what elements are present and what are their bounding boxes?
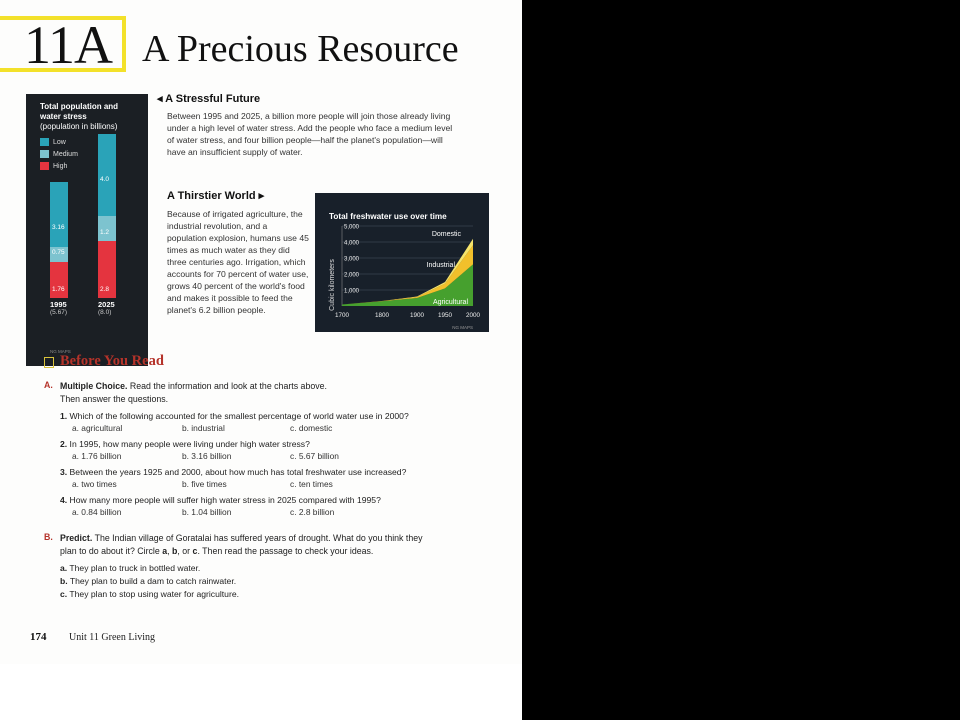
black-background-area [522, 0, 960, 720]
bar-chart-credit: NG MAPS [50, 349, 71, 354]
x-tick-label: 1900 [409, 312, 425, 319]
answer-option: c. domestic [290, 423, 333, 433]
bar-value-label: 4.0 [100, 176, 110, 183]
answer-option: c. 2.8 billion [290, 507, 335, 517]
question-number: 3. [60, 467, 68, 477]
freshwater-chart-credit: NG MAPS [452, 325, 473, 330]
question-number: 2. [60, 439, 68, 449]
answer-option: c. 5.67 billion [290, 451, 339, 461]
question-1 [60, 410, 409, 422]
series-label-agricultural: Agricultural [432, 299, 468, 306]
answer-option: a. 0.84 billion [72, 507, 122, 517]
section-a-letter: A. [44, 380, 53, 390]
section-b-instructions-2: plan to do about it? Circle a, b, or c. Then read the passage to check your ideas. [60, 546, 374, 556]
bar-segment-2025-low [98, 134, 116, 216]
stressful-future-heading: ◂ A Stressful Future [157, 93, 261, 105]
legend-swatch-low [40, 138, 49, 146]
legend-low: Low [40, 138, 66, 147]
series-label-domestic: Domestic [431, 231, 461, 238]
question-2 [60, 438, 310, 450]
y-tick-label: 1,000 [344, 288, 360, 295]
page-title: A Precious Resource [142, 28, 459, 70]
stressful-future-text: Between 1995 and 2025, a billion more people will join those already living under a high level of water stress. Add the people who face a medium level of water stress, and four billion people—half the planet's population—will have an insufficient supply of water. [167, 111, 453, 157]
predict-option-a: a. They plan to truck in bottled water. [60, 563, 201, 573]
section-a-instructions-2: Then answer the questions. [60, 394, 169, 404]
section-marker-box [44, 357, 54, 368]
population-water-stress-chart [26, 94, 148, 366]
freshwater-y-label: Cubic kilometers [329, 259, 336, 311]
y-tick-label: 2,000 [344, 272, 360, 279]
question-text: How many more people will suffer high water stress in 2025 compared with 1995? [67, 495, 381, 505]
answer-option: b. 3.16 billion [182, 451, 232, 461]
section-a-instructions: Multiple Choice. Read the information and look at the charts above. [60, 381, 327, 391]
predict-option-c: c. They plan to stop using water for agriculture. [60, 589, 239, 599]
unit-number: 11A [24, 15, 112, 75]
answer-option: b. five times [182, 479, 227, 489]
bar-value-label: 1.2 [100, 228, 110, 236]
series-label-industrial: Industrial [426, 262, 455, 269]
question-text: In 1995, how many people were living under high water stress? [67, 439, 310, 449]
y-tick-label: 4,000 [344, 240, 360, 247]
bar-total-2025: (8.0) [98, 309, 112, 316]
freshwater-x-ticks [335, 312, 481, 319]
freshwater-chart-title: Total freshwater use over time [329, 212, 447, 221]
answer-option: b. industrial [182, 423, 225, 433]
x-tick-label: 2000 [465, 312, 481, 319]
legend-swatch-high [40, 162, 49, 170]
bar-category-1995: 1995 [50, 300, 67, 309]
x-tick-label: 1700 [334, 312, 350, 319]
y-tick-label: 3,000 [344, 256, 360, 263]
y-tick-label: 5,000 [344, 224, 360, 231]
legend-swatch-medium [40, 150, 49, 158]
question-number: 1. [60, 411, 68, 421]
bar-segment-1995-low [50, 182, 68, 247]
bar-chart-subtitle: (population in billions) [40, 122, 118, 131]
freshwater-y-ticks [344, 225, 360, 295]
answer-option: a. agricultural [72, 423, 123, 433]
answer-option: b. 1.04 billion [182, 507, 232, 517]
answer-option: c. ten times [290, 479, 333, 489]
section-b-instructions: Predict. The Indian village of Goratalai has suffered years of drought. What do you think they [60, 533, 423, 543]
bar-total-1995: (5.67) [50, 309, 67, 316]
bar-value-label: 1.76 [52, 286, 65, 293]
legend-high: High [40, 162, 67, 171]
section-b-letter: B. [44, 532, 53, 542]
before-you-read-heading: Before You Read [60, 353, 164, 369]
question-3 [60, 466, 406, 478]
bar-value-label: 3.16 [52, 223, 65, 231]
predict-option-b: b. They plan to build a dam to catch rainwater. [60, 576, 237, 586]
freshwater-chart-svg [315, 193, 489, 332]
thirstier-world-heading: A Thirstier World ▸ [167, 190, 265, 202]
freshwater-areas [342, 239, 473, 306]
bar-value-label: 0.75 [52, 248, 65, 256]
unit-footer-label: Unit 11 Green Living [69, 632, 156, 643]
question-text: Between the years 1925 and 2000, about how much has total freshwater use increased? [67, 467, 407, 477]
question-4 [60, 494, 381, 506]
freshwater-use-chart [315, 193, 489, 332]
legend-medium: Medium [40, 150, 78, 159]
bar-value-label: 2.8 [100, 286, 110, 293]
answer-option: a. 1.76 billion [72, 451, 122, 461]
page-bottom-margin [0, 664, 522, 720]
question-number: 4. [60, 495, 68, 505]
bar-category-2025: 2025 [98, 300, 115, 309]
question-text: Which of the following accounted for the smallest percentage of world water use in 2000? [67, 411, 409, 421]
answer-option: a. two times [72, 479, 117, 489]
bar-chart-title: Total population and water stress (population in billions) [40, 102, 140, 132]
thirstier-world-text: Because of irrigated agriculture, the industrial revolution, and a population explosion, humans use 45 times as much water as they did three centuries ago. Irrigation, which accounts for 70 percent of water use, grows 40 percent of the world's food and makes it possible to feed the planet's 6.2 billion people. [167, 209, 309, 315]
x-tick-label: 1950 [437, 312, 453, 319]
page-number: 174 [30, 631, 47, 643]
x-tick-label: 1800 [374, 312, 390, 319]
